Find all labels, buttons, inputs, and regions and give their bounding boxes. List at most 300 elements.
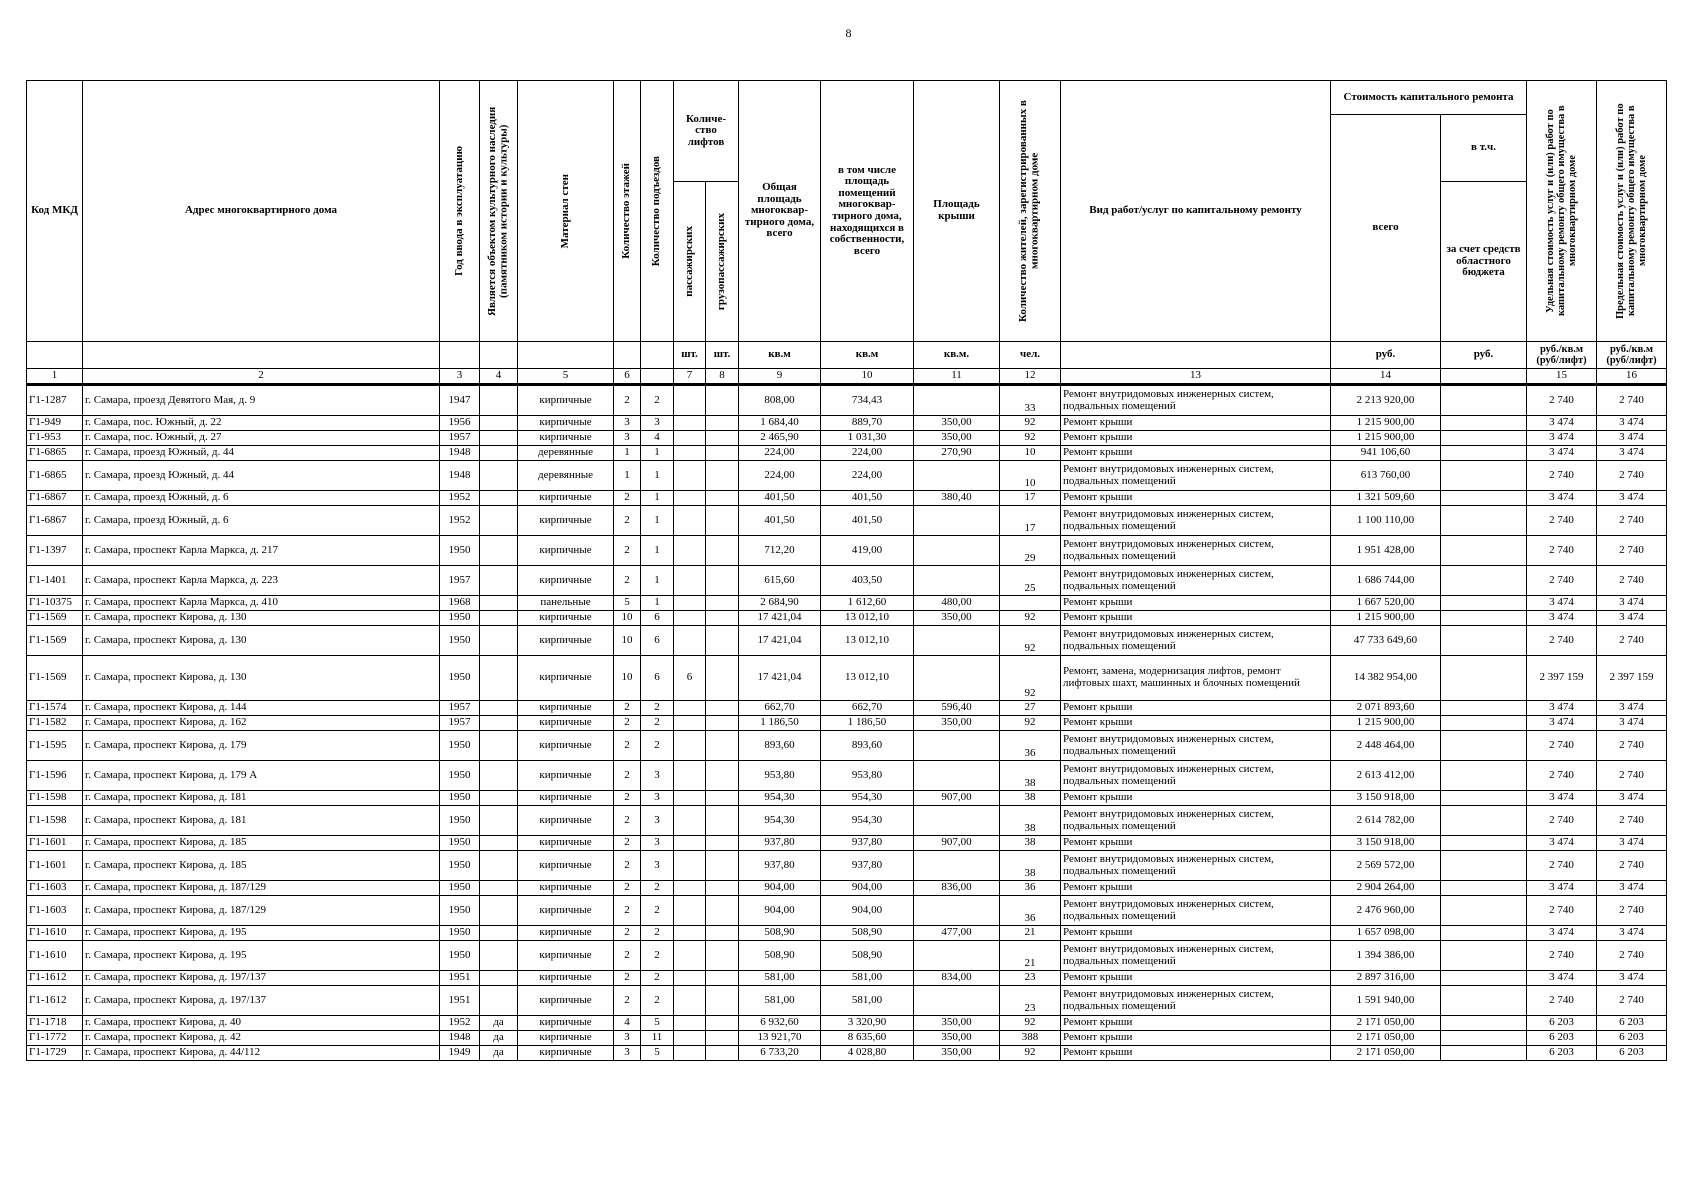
cell-owned-area: 401,50 [821,506,914,536]
cell-unit-cost: 2 740 [1527,536,1597,566]
cell-code: Г1-1569 [27,626,83,656]
cell-regional [1441,536,1527,566]
cell-year: 1950 [440,806,480,836]
cell-year: 1950 [440,941,480,971]
column-number: 12 [1000,369,1061,385]
cell-heritage [480,385,518,416]
cell-residents: 36 [1000,896,1061,926]
cell-code: Г1-1569 [27,611,83,626]
cell-roof-area: 380,40 [914,491,1000,506]
cell-walls: кирпичные [518,971,614,986]
cell-address: г. Самара, проспект Кирова, д. 130 [83,656,440,701]
cell-roof-area [914,566,1000,596]
cell-floors: 2 [614,896,641,926]
cell-cost: 2 171 050,00 [1331,1031,1441,1046]
cell-owned-area: 1 612,60 [821,596,914,611]
cell-owned-area: 508,90 [821,941,914,971]
cell-max-cost: 3 474 [1597,836,1667,851]
cell-total-area: 1 186,50 [739,716,821,731]
cell-regional [1441,701,1527,716]
cell-year: 1948 [440,461,480,491]
cell-entrances: 6 [641,626,674,656]
cell-heritage [480,761,518,791]
cell-residents: 29 [1000,536,1061,566]
column-number: 11 [914,369,1000,385]
cell-roof-area [914,461,1000,491]
cell-year: 1968 [440,596,480,611]
unit-regional: руб. [1441,342,1527,369]
cell-owned-area: 937,80 [821,851,914,881]
column-number: 3 [440,369,480,385]
cell-heritage [480,536,518,566]
cell-roof-area: 350,00 [914,431,1000,446]
cell-cargo [706,941,739,971]
cell-max-cost: 2 740 [1597,986,1667,1016]
cell-regional [1441,1046,1527,1061]
cell-work: Ремонт внутридомовых инженерных систем, подвальных помещений [1061,941,1331,971]
cell-passenger [674,971,706,986]
cell-heritage [480,416,518,431]
cell-regional [1441,791,1527,806]
cell-unit-cost: 2 740 [1527,506,1597,536]
cell-regional [1441,926,1527,941]
cell-heritage [480,506,518,536]
cell-cost: 2 904 264,00 [1331,881,1441,896]
cell-address: г. Самара, пос. Южный, д. 22 [83,416,440,431]
cell-code: Г1-1772 [27,1031,83,1046]
cell-cost: 2 476 960,00 [1331,896,1441,926]
cell-residents: 38 [1000,836,1061,851]
cell-roof-area [914,851,1000,881]
cell-address: г. Самара, проспект Кирова, д. 195 [83,941,440,971]
cell-work: Ремонт крыши [1061,611,1331,626]
cell-code: Г1-1401 [27,566,83,596]
header-year-text: Год ввода в эксплуатацию [452,146,465,276]
cell-passenger [674,896,706,926]
cell-entrances: 1 [641,596,674,611]
cell-cargo [706,806,739,836]
cell-year: 1950 [440,926,480,941]
cell-residents: 36 [1000,731,1061,761]
cell-max-cost: 2 740 [1597,761,1667,791]
cell-passenger [674,385,706,416]
cell-regional [1441,491,1527,506]
cell-cargo [706,896,739,926]
cell-cargo [706,731,739,761]
cell-cost: 1 394 386,00 [1331,941,1441,971]
cell-year: 1948 [440,1031,480,1046]
cell-max-cost: 3 474 [1597,881,1667,896]
cell-roof-area: 350,00 [914,1016,1000,1031]
cell-unit-cost: 2 740 [1527,896,1597,926]
table-row [27,896,1667,926]
unit-passenger: шт. [674,342,706,369]
cell-entrances: 2 [641,941,674,971]
cell-floors: 2 [614,385,641,416]
cell-year: 1952 [440,491,480,506]
cell-cost: 1 657 098,00 [1331,926,1441,941]
table-row [27,926,1667,941]
cell-floors: 3 [614,1046,641,1061]
column-number: 2 [83,369,440,385]
header-floors [614,81,641,342]
cell-cargo [706,986,739,1016]
cell-entrances: 3 [641,806,674,836]
cell-total-area: 508,90 [739,926,821,941]
cell-entrances: 5 [641,1016,674,1031]
cell-work: Ремонт крыши [1061,1016,1331,1031]
cell-unit-cost: 3 474 [1527,416,1597,431]
cell-cargo [706,1016,739,1031]
cell-owned-area: 224,00 [821,446,914,461]
cell-unit-cost: 3 474 [1527,491,1597,506]
cell-total-area: 508,90 [739,941,821,971]
cell-unit-cost: 3 474 [1527,791,1597,806]
cell-code: Г1-1596 [27,761,83,791]
cell-max-cost: 6 203 [1597,1031,1667,1046]
cell-entrances: 3 [641,851,674,881]
cell-entrances: 1 [641,506,674,536]
cell-cost: 2 569 572,00 [1331,851,1441,881]
cell-work: Ремонт внутридомовых инженерных систем, подвальных помещений [1061,461,1331,491]
unit-entrances [641,342,674,369]
cell-unit-cost: 6 203 [1527,1016,1597,1031]
cell-passenger [674,446,706,461]
cell-code: Г1-6865 [27,446,83,461]
unit-work [1061,342,1331,369]
cell-residents: 92 [1000,1016,1061,1031]
cell-entrances: 2 [641,385,674,416]
cell-address: г. Самара, проспект Кирова, д. 44/112 [83,1046,440,1061]
cell-max-cost: 6 203 [1597,1046,1667,1061]
cell-unit-cost: 2 740 [1527,731,1597,761]
cell-total-area: 6 733,20 [739,1046,821,1061]
cell-entrances: 2 [641,716,674,731]
column-number: 10 [821,369,914,385]
cell-passenger [674,716,706,731]
unit-max-cost: руб./кв.м (руб/лифт) [1597,342,1667,369]
cell-cargo [706,881,739,896]
cell-max-cost: 2 740 [1597,851,1667,881]
cell-passenger [674,881,706,896]
cell-total-area: 953,80 [739,761,821,791]
header-owned-area: в том числе площадь помещений многоквар-тирного дома, находящихся в собственности, всего [821,81,914,342]
cell-unit-cost: 3 474 [1527,716,1597,731]
cell-unit-cost: 2 740 [1527,851,1597,881]
cell-cargo [706,506,739,536]
cell-cargo [706,416,739,431]
cell-cargo [706,385,739,416]
cell-regional [1441,626,1527,656]
cell-total-area: 954,30 [739,806,821,836]
cell-walls: кирпичные [518,791,614,806]
cell-entrances: 2 [641,701,674,716]
cell-passenger [674,806,706,836]
header-unit-cost-text: Удельная стоимость услуг и (или) работ по капитальному ремонту общего имущества в многоквартирном доме [1544,105,1578,317]
cell-total-area: 2 684,90 [739,596,821,611]
cell-code: Г1-1612 [27,986,83,1016]
cell-walls: кирпичные [518,1016,614,1031]
cell-floors: 2 [614,701,641,716]
cell-work: Ремонт внутридомовых инженерных систем, подвальных помещений [1061,986,1331,1016]
cell-walls: кирпичные [518,851,614,881]
cell-floors: 2 [614,836,641,851]
cell-work: Ремонт крыши [1061,1046,1331,1061]
cell-year: 1950 [440,656,480,701]
cell-entrances: 3 [641,836,674,851]
cell-address: г. Самара, проспект Кирова, д. 130 [83,626,440,656]
cell-walls: кирпичные [518,836,614,851]
cell-roof-area [914,506,1000,536]
cell-owned-area: 8 635,60 [821,1031,914,1046]
cell-cargo [706,971,739,986]
header-total-area: Общая площадь многоквар-тирного дома, всего [739,81,821,342]
cell-total-area: 581,00 [739,986,821,1016]
cell-total-area: 2 465,90 [739,431,821,446]
cell-residents: 27 [1000,701,1061,716]
cell-total-area: 401,50 [739,506,821,536]
cell-residents: 36 [1000,881,1061,896]
cell-cost: 1 951 428,00 [1331,536,1441,566]
cell-cargo [706,926,739,941]
cell-floors: 2 [614,566,641,596]
cell-address: г. Самара, проспект Карла Маркса, д. 217 [83,536,440,566]
cell-roof-area [914,896,1000,926]
cell-floors: 3 [614,416,641,431]
header-address: Адрес многоквартирного дома [83,81,440,342]
cell-heritage [480,836,518,851]
cell-walls: кирпичные [518,761,614,791]
cell-max-cost: 3 474 [1597,971,1667,986]
cell-unit-cost: 2 740 [1527,626,1597,656]
cell-cargo [706,446,739,461]
unit-cost: руб. [1331,342,1441,369]
cell-cargo [706,791,739,806]
cell-work: Ремонт крыши [1061,596,1331,611]
cell-passenger [674,536,706,566]
cell-roof-area [914,986,1000,1016]
cell-code: Г1-1598 [27,791,83,806]
cell-walls: деревянные [518,446,614,461]
header-heritage-text: Является объектом культурного наследия (памятником истории и культуры) [485,106,510,316]
cell-max-cost: 2 740 [1597,461,1667,491]
cell-unit-cost: 3 474 [1527,596,1597,611]
cell-walls: кирпичные [518,385,614,416]
cell-residents [1000,596,1061,611]
table-row [27,491,1667,506]
cell-unit-cost: 3 474 [1527,701,1597,716]
cell-walls: кирпичные [518,506,614,536]
cell-total-area: 662,70 [739,701,821,716]
cell-entrances: 3 [641,761,674,791]
cell-walls: кирпичные [518,716,614,731]
cell-year: 1957 [440,431,480,446]
cell-roof-area: 350,00 [914,716,1000,731]
cell-floors: 1 [614,446,641,461]
cell-work: Ремонт крыши [1061,1031,1331,1046]
cell-unit-cost: 2 740 [1527,385,1597,416]
cell-floors: 2 [614,536,641,566]
header-max-cost [1597,81,1667,342]
cell-walls: кирпичные [518,626,614,656]
cell-floors: 2 [614,851,641,881]
header-cost: Стоимость капитального ремонта [1331,81,1527,115]
cell-owned-area: 3 320,90 [821,1016,914,1031]
cell-walls: кирпичные [518,806,614,836]
cell-passenger [674,1016,706,1031]
cell-max-cost: 6 203 [1597,1016,1667,1031]
table-row [27,791,1667,806]
cell-code: Г1-1603 [27,881,83,896]
table-row [27,941,1667,971]
cell-unit-cost: 2 740 [1527,761,1597,791]
cell-cargo [706,1046,739,1061]
cell-cost: 2 171 050,00 [1331,1016,1441,1031]
cell-year: 1950 [440,881,480,896]
cell-total-area: 17 421,04 [739,611,821,626]
header-residents-text: Количество жителей, зарегистрированных в многоквартирном доме [1017,100,1041,322]
cell-owned-area: 904,00 [821,896,914,926]
cell-cost: 2 897 316,00 [1331,971,1441,986]
cell-walls: кирпичные [518,431,614,446]
table-row [27,716,1667,731]
cell-entrances: 4 [641,431,674,446]
cell-regional [1441,1031,1527,1046]
cell-address: г. Самара, проспект Кирова, д. 144 [83,701,440,716]
column-number: 1 [27,369,83,385]
cell-cost: 14 382 954,00 [1331,656,1441,701]
cell-walls: кирпичные [518,566,614,596]
cell-total-area: 17 421,04 [739,626,821,656]
cell-unit-cost: 3 474 [1527,971,1597,986]
cell-address: г. Самара, проспект Кирова, д. 181 [83,791,440,806]
cell-entrances: 6 [641,611,674,626]
column-number: 5 [518,369,614,385]
cell-cost: 1 321 509,60 [1331,491,1441,506]
capital-repair-table [26,80,1667,1061]
header-cost-total: всего [1331,115,1441,342]
cell-floors: 10 [614,611,641,626]
cell-year: 1957 [440,701,480,716]
cell-floors: 2 [614,491,641,506]
header-year [440,81,480,342]
cell-roof-area [914,385,1000,416]
cell-unit-cost: 3 474 [1527,446,1597,461]
cell-residents: 38 [1000,806,1061,836]
cell-year: 1952 [440,506,480,536]
cell-max-cost: 2 740 [1597,896,1667,926]
unit-owned-area: кв.м [821,342,914,369]
cell-entrances: 1 [641,566,674,596]
cell-owned-area: 953,80 [821,761,914,791]
cell-residents: 92 [1000,656,1061,701]
cell-code: Г1-1582 [27,716,83,731]
cell-owned-area: 581,00 [821,971,914,986]
cell-walls: кирпичные [518,656,614,701]
cell-residents: 25 [1000,566,1061,596]
cell-max-cost: 3 474 [1597,431,1667,446]
cell-residents: 38 [1000,791,1061,806]
cell-year: 1950 [440,731,480,761]
table-row [27,385,1667,416]
cell-max-cost: 2 740 [1597,506,1667,536]
table-row [27,611,1667,626]
cell-cost: 2 614 782,00 [1331,806,1441,836]
cell-total-area: 1 684,40 [739,416,821,431]
header-cargo-text: грузопассажирских [715,212,728,311]
cell-regional [1441,806,1527,836]
cell-cost: 2 448 464,00 [1331,731,1441,761]
cell-floors: 10 [614,626,641,656]
cell-year: 1951 [440,971,480,986]
cell-code: Г1-1718 [27,1016,83,1031]
cell-address: г. Самара, проспект Кирова, д. 179 [83,731,440,761]
cell-roof-area [914,656,1000,701]
cell-walls: кирпичные [518,731,614,761]
cell-regional [1441,881,1527,896]
header-roof-area: Площадь крыши [914,81,1000,342]
cell-owned-area: 419,00 [821,536,914,566]
cell-year: 1951 [440,986,480,1016]
cell-floors: 2 [614,731,641,761]
cell-code: Г1-1598 [27,806,83,836]
cell-floors: 1 [614,461,641,491]
cell-floors: 2 [614,926,641,941]
cell-work: Ремонт внутридомовых инженерных систем, подвальных помещений [1061,761,1331,791]
cell-residents: 23 [1000,971,1061,986]
cell-owned-area: 1 186,50 [821,716,914,731]
cell-heritage [480,626,518,656]
table-row [27,881,1667,896]
cell-cargo [706,461,739,491]
cell-total-area: 904,00 [739,881,821,896]
cell-walls: деревянные [518,461,614,491]
cell-regional [1441,896,1527,926]
unit-floors [614,342,641,369]
cell-owned-area: 224,00 [821,461,914,491]
cell-walls: кирпичные [518,536,614,566]
cell-passenger [674,416,706,431]
cell-total-area: 224,00 [739,461,821,491]
cell-unit-cost: 3 474 [1527,836,1597,851]
table-row [27,416,1667,431]
table-row [27,986,1667,1016]
cell-walls: кирпичные [518,941,614,971]
cell-walls: панельные [518,596,614,611]
cell-entrances: 2 [641,731,674,761]
cell-cargo [706,491,739,506]
cell-total-area: 937,80 [739,851,821,881]
cell-year: 1950 [440,626,480,656]
cell-max-cost: 2 740 [1597,566,1667,596]
cell-cost: 3 150 918,00 [1331,836,1441,851]
cell-residents: 33 [1000,385,1061,416]
column-number-row [27,369,1667,385]
column-number [1441,369,1527,385]
table-row [27,506,1667,536]
table-row [27,536,1667,566]
cell-residents: 21 [1000,941,1061,971]
cell-heritage: да [480,1016,518,1031]
cell-roof-area: 836,00 [914,881,1000,896]
cell-total-area: 893,60 [739,731,821,761]
cell-address: г. Самара, проезд Южный, д. 44 [83,461,440,491]
cell-year: 1950 [440,536,480,566]
table-row [27,971,1667,986]
cell-code: Г1-1569 [27,656,83,701]
cell-passenger [674,626,706,656]
cell-roof-area [914,626,1000,656]
